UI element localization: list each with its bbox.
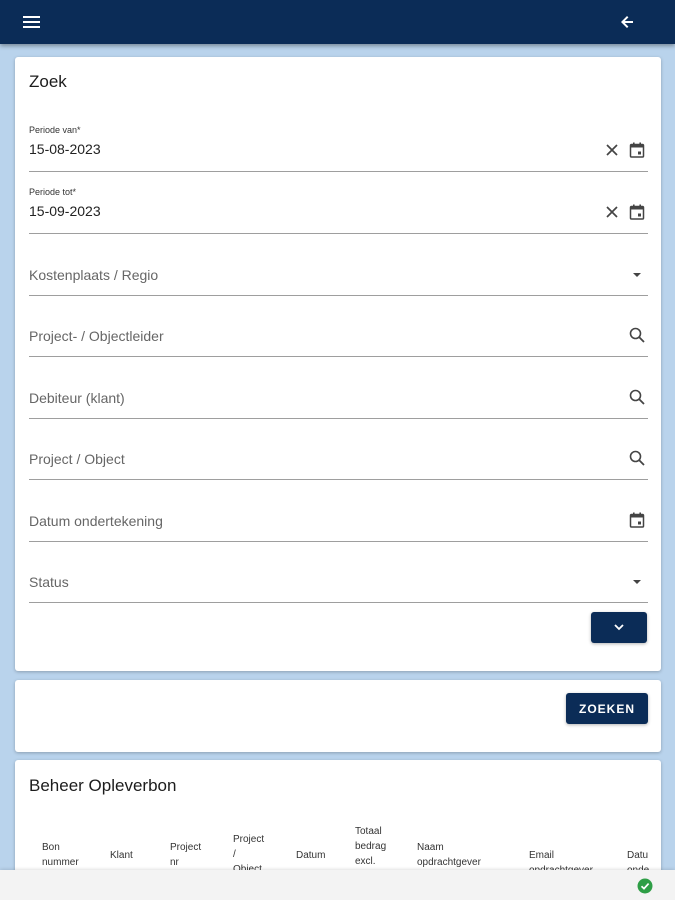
column-header-project-nr[interactable]: Project nr xyxy=(170,842,202,868)
calendar-icon[interactable] xyxy=(628,203,646,221)
search-button[interactable]: ZOEKEN xyxy=(566,693,648,724)
column-header-datum-ondertekening[interactable]: Datu xyxy=(627,850,649,861)
kostenplaats-select[interactable] xyxy=(29,249,648,296)
actions-card xyxy=(15,680,661,752)
column-header-klant[interactable]: Klant xyxy=(110,850,133,861)
calendar-icon[interactable] xyxy=(628,511,646,529)
datum-ondertekening-placeholder: Datum ondertekening xyxy=(29,513,163,529)
periode-van-field[interactable] xyxy=(29,125,648,172)
menu-icon[interactable] xyxy=(18,11,46,33)
column-header-project-object[interactable]: Project / xyxy=(233,834,265,860)
debiteur-input[interactable] xyxy=(29,372,648,419)
column-header-email-opdrachtgever[interactable]: Email xyxy=(529,850,555,861)
periode-van-value[interactable]: 15-08-2023 xyxy=(29,141,101,157)
app-bar xyxy=(0,0,675,44)
column-header-datum[interactable]: Datum xyxy=(296,850,326,861)
chevron-down-icon xyxy=(612,621,626,633)
periode-tot-value[interactable]: 15-09-2023 xyxy=(29,203,101,219)
search-card xyxy=(15,57,661,671)
periode-tot-label: Periode tot* xyxy=(29,187,77,197)
column-header-totaal-bedrag[interactable]: Totaal bedrag excl. xyxy=(355,826,387,867)
dropdown-arrow-icon[interactable] xyxy=(628,572,646,590)
datum-ondertekening-input[interactable] xyxy=(29,495,648,542)
check-circle-icon xyxy=(637,878,653,894)
periode-tot-field[interactable] xyxy=(29,187,648,234)
column-header-bon-nummer[interactable]: Bon nummer xyxy=(42,842,79,868)
search-icon[interactable] xyxy=(628,449,646,467)
status-select[interactable] xyxy=(29,556,648,603)
search-card-title: Zoek xyxy=(29,72,67,91)
close-icon[interactable] xyxy=(603,141,621,159)
project-placeholder: Project / Object xyxy=(29,451,125,467)
status-placeholder: Status xyxy=(29,574,69,590)
expand-filters-button[interactable] xyxy=(591,612,647,643)
calendar-icon[interactable] xyxy=(628,141,646,159)
status-bar xyxy=(0,870,675,900)
debiteur-placeholder: Debiteur (klant) xyxy=(29,390,125,406)
search-icon[interactable] xyxy=(628,388,646,406)
column-header-naam-opdrachtgever[interactable]: Naam opdrachtgever xyxy=(417,842,481,868)
project-input[interactable] xyxy=(29,433,648,480)
projectleider-placeholder: Project- / Objectleider xyxy=(29,328,164,344)
dropdown-arrow-icon[interactable] xyxy=(628,265,646,283)
periode-van-label: Periode van* xyxy=(29,125,81,135)
kostenplaats-placeholder: Kostenplaats / Regio xyxy=(29,267,159,283)
close-icon[interactable] xyxy=(603,203,621,221)
projectleider-input[interactable] xyxy=(29,310,648,357)
results-title: Beheer Opleverbon xyxy=(29,776,177,795)
search-icon[interactable] xyxy=(628,326,646,344)
arrow-back-icon[interactable] xyxy=(614,11,642,33)
